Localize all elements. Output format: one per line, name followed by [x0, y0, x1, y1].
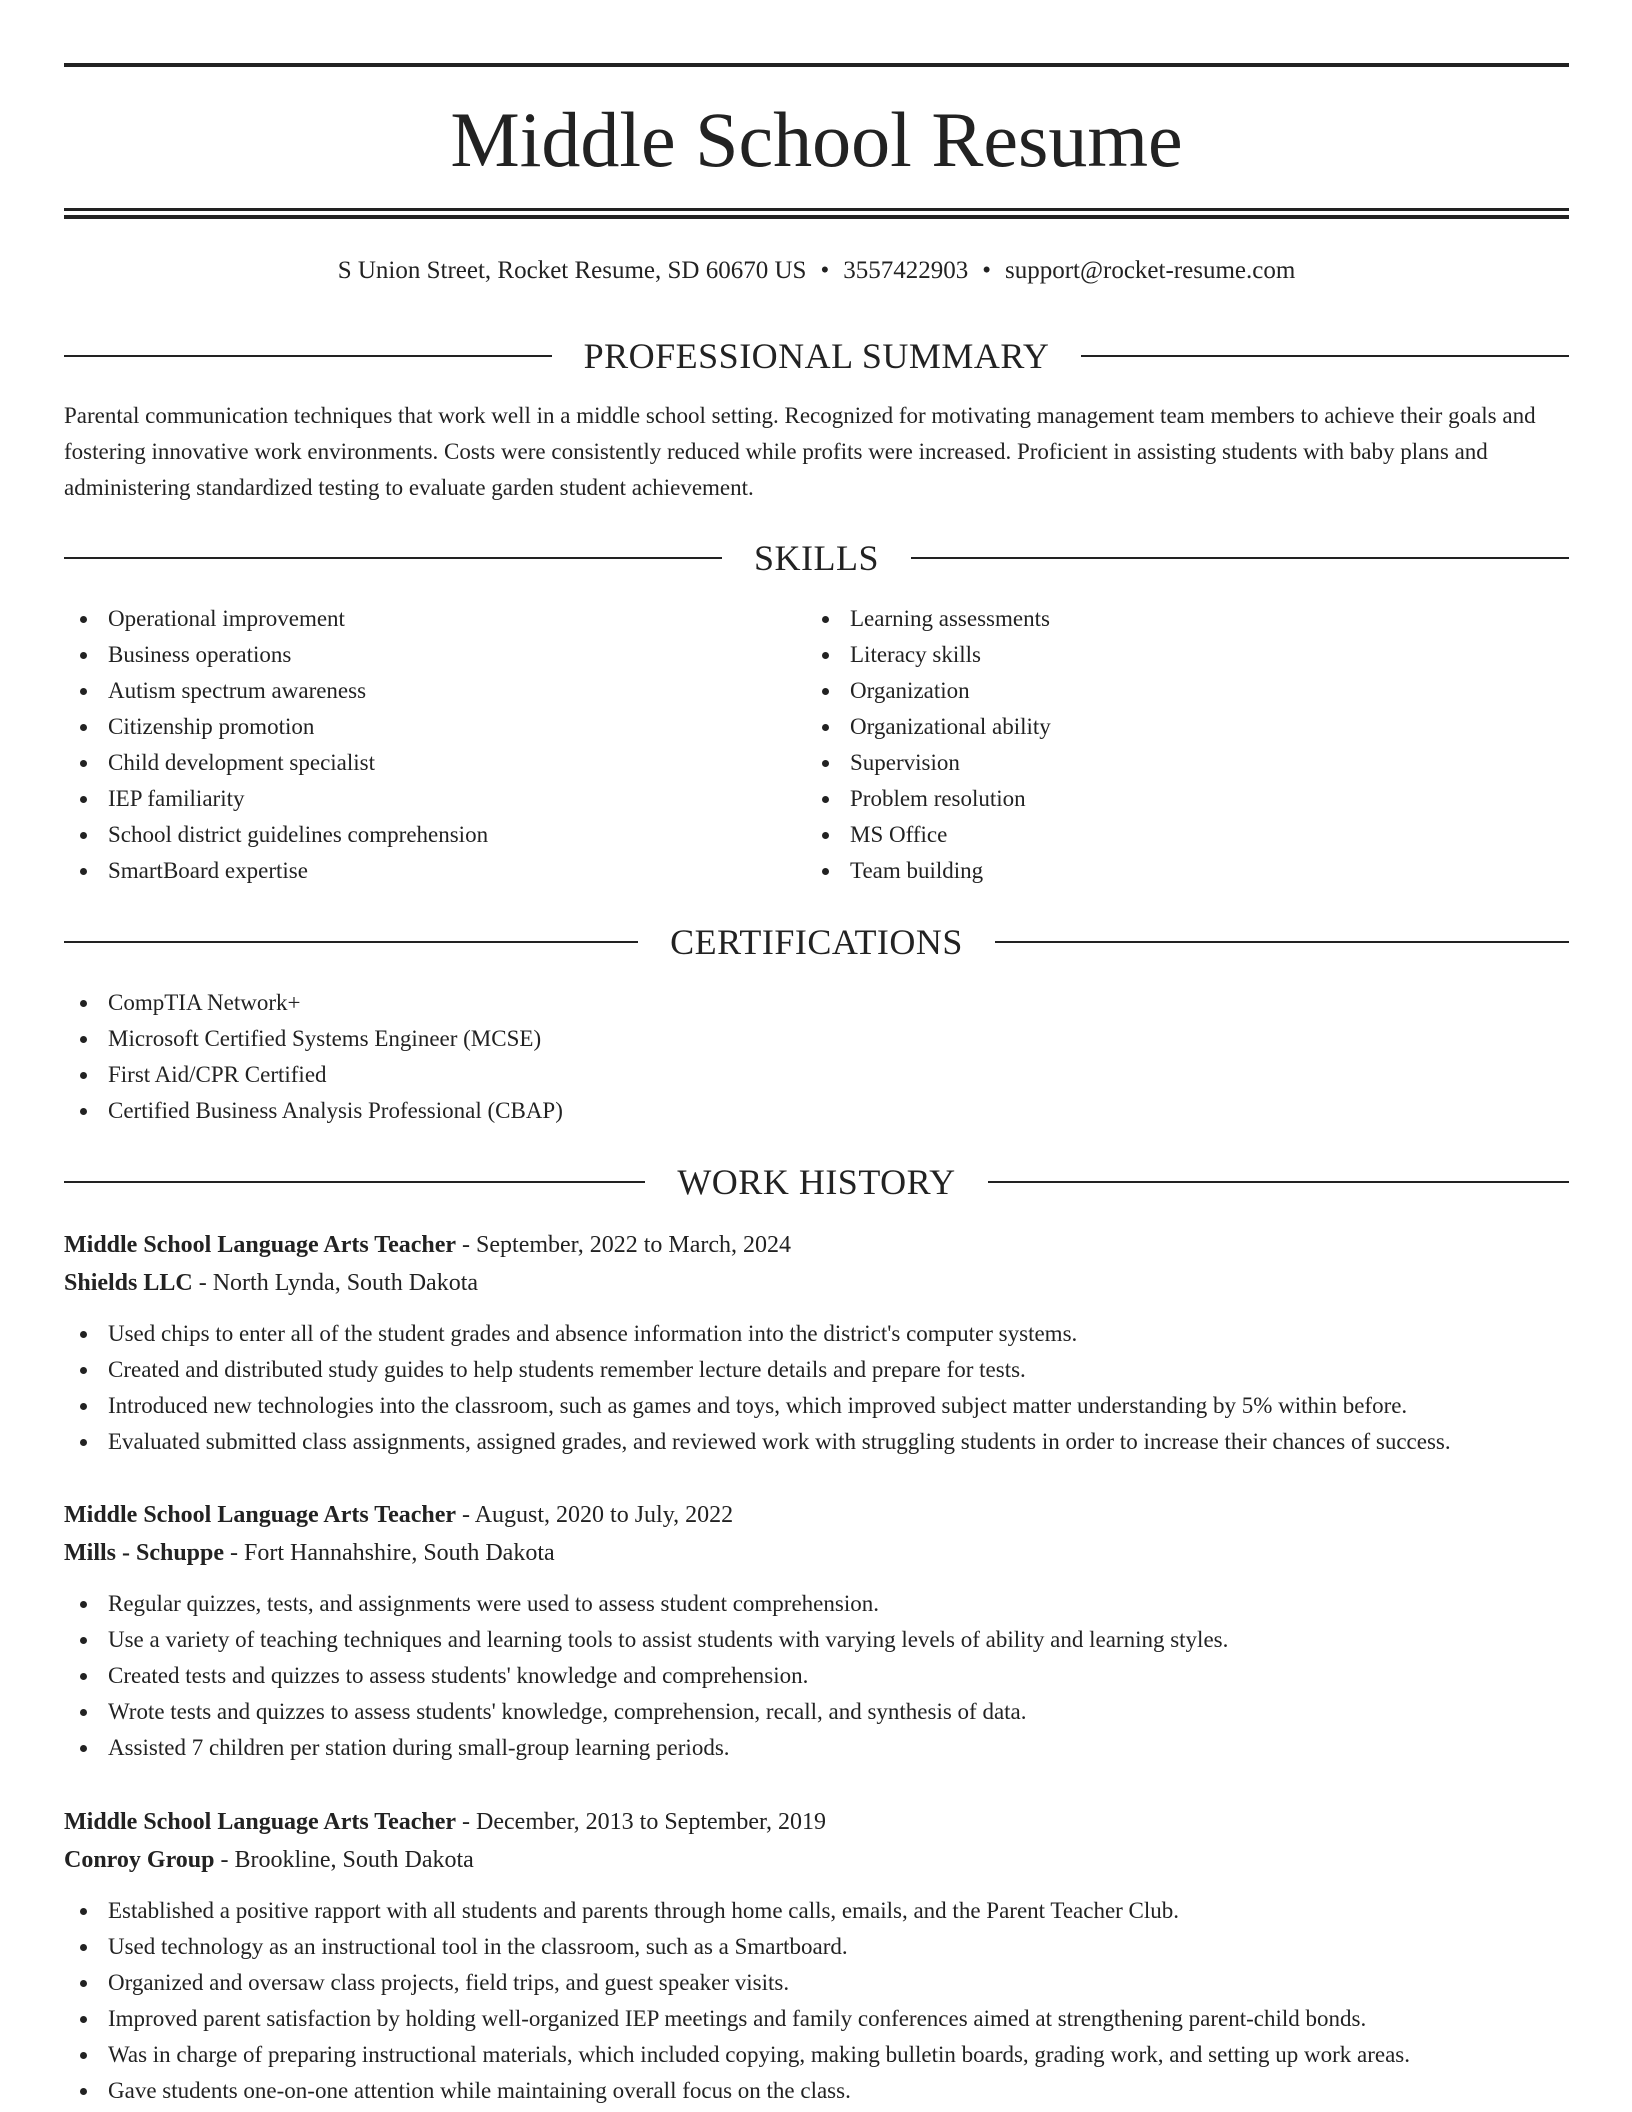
skills-list-right: [806, 601, 1546, 889]
summary-text: Parental communication techniques that work well in a middle school setting. Recognized for motivating management team members to achieve their goals and fostering innovative work environments. Costs were consistently reduced while profits were increased. Proficient in assisting students with baby plans and administering standardized testing to evaluate garden student achievement.: [64, 403, 1536, 500]
contact-separator: •: [982, 257, 991, 284]
job-location: - Fort Hannahshire, South Dakota: [224, 1540, 555, 1566]
job-duty: Created and distributed study guides to help students remember lecture details and prepare for tests.: [64, 1352, 1569, 1388]
certification-item: Certified Business Analysis Professional (CBAP): [64, 1093, 1569, 1129]
heading-rule: [64, 941, 638, 943]
job-duty: Established a positive rapport with all students and parents through home calls, emails, and the Parent Teacher Club.: [64, 1893, 1569, 1929]
heading-rule: [995, 941, 1569, 943]
job-role: Middle School Language Arts Teacher: [64, 1502, 457, 1528]
certifications-list: [64, 985, 1569, 1129]
job-title-line: [64, 1803, 1569, 1841]
job-duty: Was in charge of preparing instructional materials, which included copying, making bulletin boards, grading work, and setting up work areas.: [64, 2037, 1569, 2073]
job-duty: Evaluated submitted class assignments, assigned grades, and reviewed work with struggling students in order to increase their chances of success.: [64, 1424, 1569, 1460]
work-history-title: WORK HISTORY: [677, 1162, 956, 1202]
heading-rule: [911, 557, 1569, 559]
job-role: Middle School Language Arts Teacher: [64, 1809, 457, 1835]
contact-address: S Union Street, Rocket Resume, SD 60670 US: [337, 257, 807, 284]
skill-item: Learning assessments: [806, 601, 1546, 637]
title-rule-upper: [64, 208, 1569, 211]
job-duties-list: [64, 1893, 1569, 2109]
contact-line: [64, 252, 1569, 290]
job-duties-list: [64, 1586, 1569, 1766]
job-entry: [64, 1803, 1569, 2109]
skills-title: SKILLS: [754, 538, 880, 578]
certifications-title: CERTIFICATIONS: [670, 922, 963, 962]
job-dates: - September, 2022 to March, 2024: [456, 1232, 791, 1258]
job-duty: Used technology as an instructional tool in the classroom, such as a Smartboard.: [64, 1929, 1569, 1965]
heading-rule: [64, 355, 552, 357]
contact-phone: 3557422903: [843, 257, 969, 284]
skill-item: SmartBoard expertise: [64, 853, 804, 889]
top-rule: [64, 63, 1569, 67]
job-company: Mills - Schuppe: [64, 1540, 225, 1566]
heading-rule: [64, 557, 722, 559]
job-duty: Gave students one-on-one attention while maintaining overall focus on the class.: [64, 2073, 1569, 2109]
job-duty: Used chips to enter all of the student grades and absence information into the district's computer systems.: [64, 1316, 1569, 1352]
skill-item: MS Office: [806, 817, 1546, 853]
job-duty: Use a variety of teaching techniques and learning tools to assist students with varying levels of ability and learning styles.: [64, 1622, 1569, 1658]
skill-item: Citizenship promotion: [64, 709, 804, 745]
job-duty: Organized and oversaw class projects, field trips, and guest speaker visits.: [64, 1965, 1569, 2001]
job-duty: Assisted 7 children per station during small-group learning periods.: [64, 1730, 1569, 1766]
job-duty: Wrote tests and quizzes to assess students' knowledge, comprehension, recall, and synthesis of data.: [64, 1694, 1569, 1730]
job-company: Conroy Group: [64, 1847, 215, 1873]
job-entry: [64, 1226, 1569, 1460]
job-dates: - December, 2013 to September, 2019: [456, 1809, 827, 1835]
contact-email: support@rocket-resume.com: [1004, 257, 1296, 284]
job-company-line: [64, 1534, 1569, 1572]
contact-separator: •: [820, 257, 830, 284]
title-rule-lower: [64, 215, 1569, 219]
summary-title: PROFESSIONAL SUMMARY: [583, 336, 1050, 376]
job-duty: Regular quizzes, tests, and assignments were used to assess student comprehension.: [64, 1586, 1569, 1622]
job-title-line: [64, 1496, 1569, 1534]
heading-rule: [64, 1181, 645, 1183]
job-title-line: [64, 1226, 1569, 1264]
work-history-heading: [64, 1162, 1569, 1202]
skill-item: School district guidelines comprehension: [64, 817, 804, 853]
job-company-line: [64, 1841, 1569, 1879]
job-dates: - August, 2020 to July, 2022: [456, 1502, 734, 1528]
skill-item: Organization: [806, 673, 1546, 709]
certifications-heading: [64, 922, 1569, 962]
job-company: Shields LLC: [64, 1270, 193, 1296]
skill-item: Team building: [806, 853, 1546, 889]
job-role: Middle School Language Arts Teacher: [64, 1232, 457, 1258]
job-duty: Created tests and quizzes to assess students' knowledge and comprehension.: [64, 1658, 1569, 1694]
skill-item: Literacy skills: [806, 637, 1546, 673]
skill-item: Autism spectrum awareness: [64, 673, 804, 709]
skill-item: Supervision: [806, 745, 1546, 781]
skill-item: Organizational ability: [806, 709, 1546, 745]
heading-rule: [988, 1181, 1569, 1183]
summary-heading: [64, 336, 1569, 376]
job-duty: Introduced new technologies into the classroom, such as games and toys, which improved subject matter understanding by 5% within before.: [64, 1388, 1569, 1424]
skills-list-left: [64, 601, 804, 889]
heading-rule: [1081, 355, 1569, 357]
skill-item: Operational improvement: [64, 601, 804, 637]
skill-item: Child development specialist: [64, 745, 804, 781]
certification-item: First Aid/CPR Certified: [64, 1057, 1569, 1093]
job-location: - Brookline, South Dakota: [214, 1847, 474, 1873]
skill-item: Problem resolution: [806, 781, 1546, 817]
job-entry: [64, 1496, 1569, 1766]
certification-item: Microsoft Certified Systems Engineer (MCSE): [64, 1021, 1569, 1057]
job-location: - North Lynda, South Dakota: [192, 1270, 479, 1296]
skill-item: Business operations: [64, 637, 804, 673]
certification-item: CompTIA Network+: [64, 985, 1569, 1021]
skills-heading: [64, 538, 1569, 578]
skill-item: IEP familiarity: [64, 781, 804, 817]
resume-title: Middle School Resume: [450, 96, 1183, 183]
job-duty: Improved parent satisfaction by holding well-organized IEP meetings and family conferences aimed at strengthening parent-child bonds.: [64, 2001, 1569, 2037]
job-company-line: [64, 1264, 1569, 1302]
job-duties-list: [64, 1316, 1569, 1460]
